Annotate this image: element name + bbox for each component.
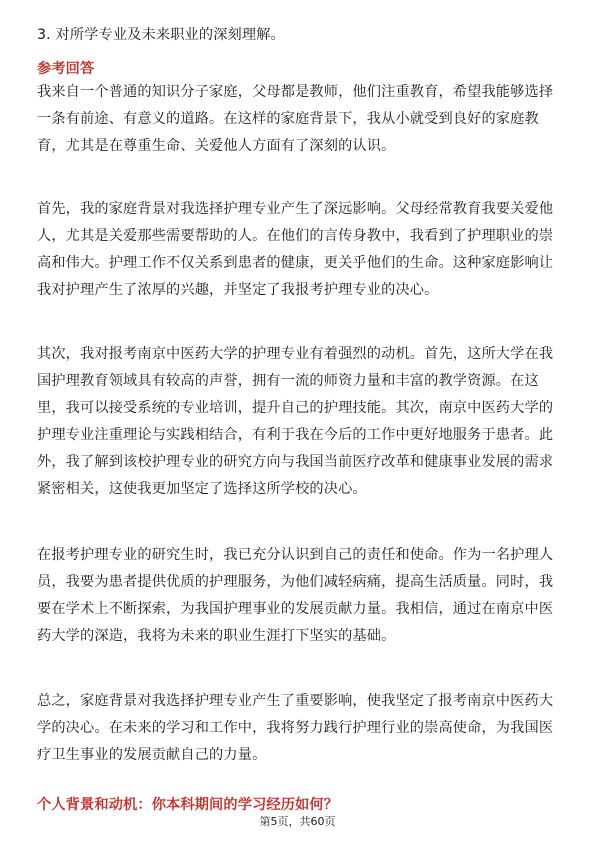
answer-paragraph-3 bbox=[37, 341, 559, 503]
paragraph-line: 药大学的深造，我将为未来的职业生涯打下坚实的基础。 bbox=[37, 628, 396, 644]
paragraph-line: 紧密相关，这使我更加坚定了选择这所学校的决心。 bbox=[37, 481, 367, 497]
paragraph-line: 育，尤其是在尊重生命、关爱他人方面有了深刻的认识。 bbox=[37, 138, 396, 154]
page-number-footer: 第5页，共60页 bbox=[259, 815, 336, 828]
paragraph-line: 一条有前途、有意义的道路。在这样的家庭背景下，我从小就受到良好的家庭教 bbox=[37, 111, 539, 127]
next-question-heading: 个人背景和动机：你本科期间的学习经历如何？ bbox=[37, 797, 339, 813]
paragraph-line: 国护理教育领域具有较高的声誉，拥有一流的师资力量和丰富的教学资源。在这 bbox=[37, 373, 539, 389]
paragraph-line: 要在学术上不断探索，为我国护理事业的发展贡献力量。我相信，通过在南京中医 bbox=[37, 601, 554, 617]
paragraph-line: 在报考护理专业的研究生时，我已充分认识到自己的责任和使命。作为一名护理人 bbox=[37, 547, 554, 563]
answer-paragraph-1 bbox=[37, 79, 559, 160]
paragraph-line: 护理专业注重理论与实践相结合，有利于我在今后的工作中更好地服务于患者。此 bbox=[37, 427, 554, 443]
paragraph-line: 首先，我的家庭背景对我选择护理专业产生了深远影响。父母经常教育我要关爱他 bbox=[37, 201, 554, 217]
paragraph-line: 学的决心。在未来的学习和工作中，我将努力践行护理行业的崇高使命，为我国医 bbox=[37, 720, 554, 736]
question-heading: 3. 对所学专业及未来职业的深刻理解。 bbox=[37, 27, 285, 43]
answer-paragraph-5 bbox=[37, 688, 559, 769]
paragraph-line: 疗卫生事业的发展贡献自己的力量。 bbox=[37, 747, 267, 763]
paragraph-line: 人，尤其是关爱那些需要帮助的人。在他们的言传身教中，我看到了护理职业的崇 bbox=[37, 228, 554, 244]
answer-paragraph-2 bbox=[37, 196, 559, 304]
paragraph-line: 其次，我对报考南京中医药大学的护理专业有着强烈的动机。首先，这所大学在我 bbox=[37, 346, 554, 362]
answer-label: 参考回答 bbox=[37, 61, 95, 77]
paragraph-line: 我对护理产生了浓厚的兴趣，并坚定了我报考护理专业的决心。 bbox=[37, 282, 439, 298]
answer-paragraph-4 bbox=[37, 542, 559, 650]
paragraph-line: 我来自一个普通的知识分子家庭，父母都是教师，他们注重教育，希望我能够选择 bbox=[37, 84, 554, 100]
paragraph-line: 员，我要为患者提供优质的护理服务，为他们减轻病痛，提高生活质量。同时，我 bbox=[37, 574, 554, 590]
paragraph-line: 总之，家庭背景对我选择护理专业产生了重要影响，使我坚定了报考南京中医药大 bbox=[37, 693, 554, 709]
paragraph-line: 里，我可以接受系统的专业培训，提升自己的护理技能。其次，南京中医药大学的 bbox=[37, 400, 554, 416]
paragraph-line: 外，我了解到该校护理专业的研究方向与我国当前医疗改革和健康事业发展的需求 bbox=[37, 454, 554, 470]
paragraph-line: 高和伟大。护理工作不仅关系到患者的健康，更关乎他们的生命。这种家庭影响让 bbox=[37, 255, 554, 271]
